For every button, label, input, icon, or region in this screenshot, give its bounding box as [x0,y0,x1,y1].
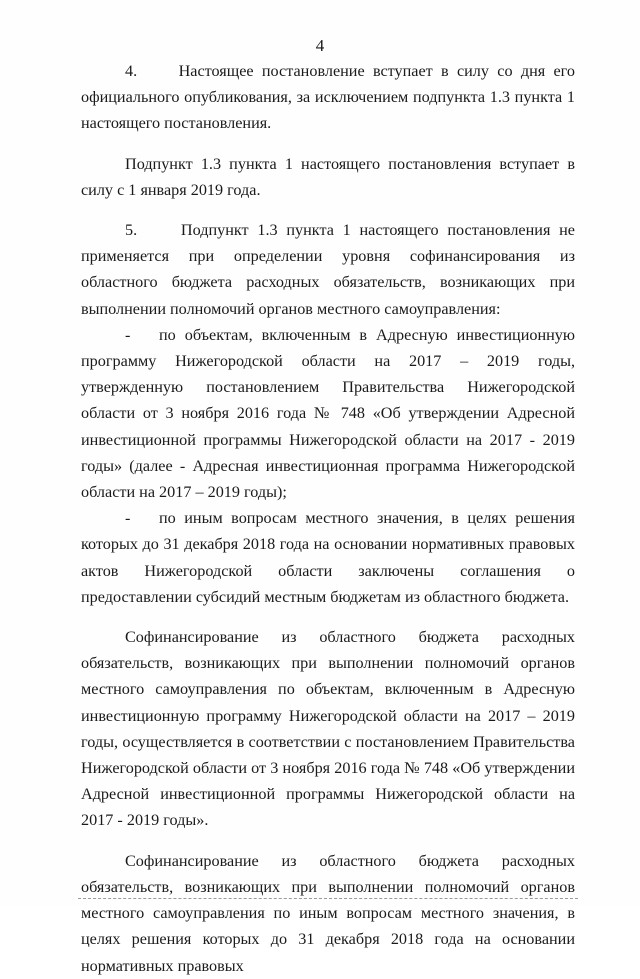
document-body [81,58,575,979]
list-item [81,505,575,610]
paragraph-5: 5. Подпункт 1.3 пункта 1 настоящего постановления не применяется при определении уровня софинансирования из областного бюджета расходных обязательств, возникающих при выполнении полномочий органов местного самоуправления: [81,221,575,318]
paragraph-4: 4. Настоящее постановление вступает в силу со дня его официального опубликования, за исключением подпункта 1.3 пункта 1 настоящего постановления. [81,62,575,133]
list-item-text: по объектам, включенным в Адресную инвестиционную программу Нижегородской области на 2017 – 2019 годы, утвержденную постановлением Правительства Нижегородской области от 3 ноября 2016 года № 748 «Об утверждении Адресной инвестиционной программы Нижегородской области на 2017 - 2019 годы» (далее - Адресная инвестиционная программа Нижегородской области на 2017 – 2019 годы); [81,325,575,502]
list-item-text: по иным вопросам местного значения, в целях решения которых до 31 декабря 2018 года на основании нормативных правовых актов Нижегородской области заключены соглашения о предоставлении субсидий местным бюджетам из областного бюджета. [81,509,575,606]
paragraph-cofinancing-other: Софинансирование из областного бюджета расходных обязательств, возникающих при выполнении полномочий органов местного самоуправления по иным вопросам местного значения, в целях решения которых до 31 декабря 2018 года на основании нормативных правовых [81,851,575,975]
list-marker: - [125,325,131,344]
page-number: 4 [315,36,325,55]
paragraph-subpoint-effective: Подпункт 1.3 пункта 1 настоящего постановления вступает в силу с 1 января 2019 года. [81,154,575,199]
paragraph-cofinancing-objects: Софинансирование из областного бюджета расходных обязательств, возникающих при выполнении полномочий органов местного самоуправления по объектам, включенным в Адресную инвестиционную программу Нижегородской области на 2017 – 2019 годы, осуществляется в соответствии с постановлением Правительства Нижегородской области от 3 ноября 2016 года № 748 «Об утверждении Адресной инвестиционной программы Нижегородской области на 2017 - 2019 годы». [81,628,575,830]
scan-artifact-line [78,898,578,899]
list-marker: - [125,509,131,528]
list-item [81,322,575,505]
